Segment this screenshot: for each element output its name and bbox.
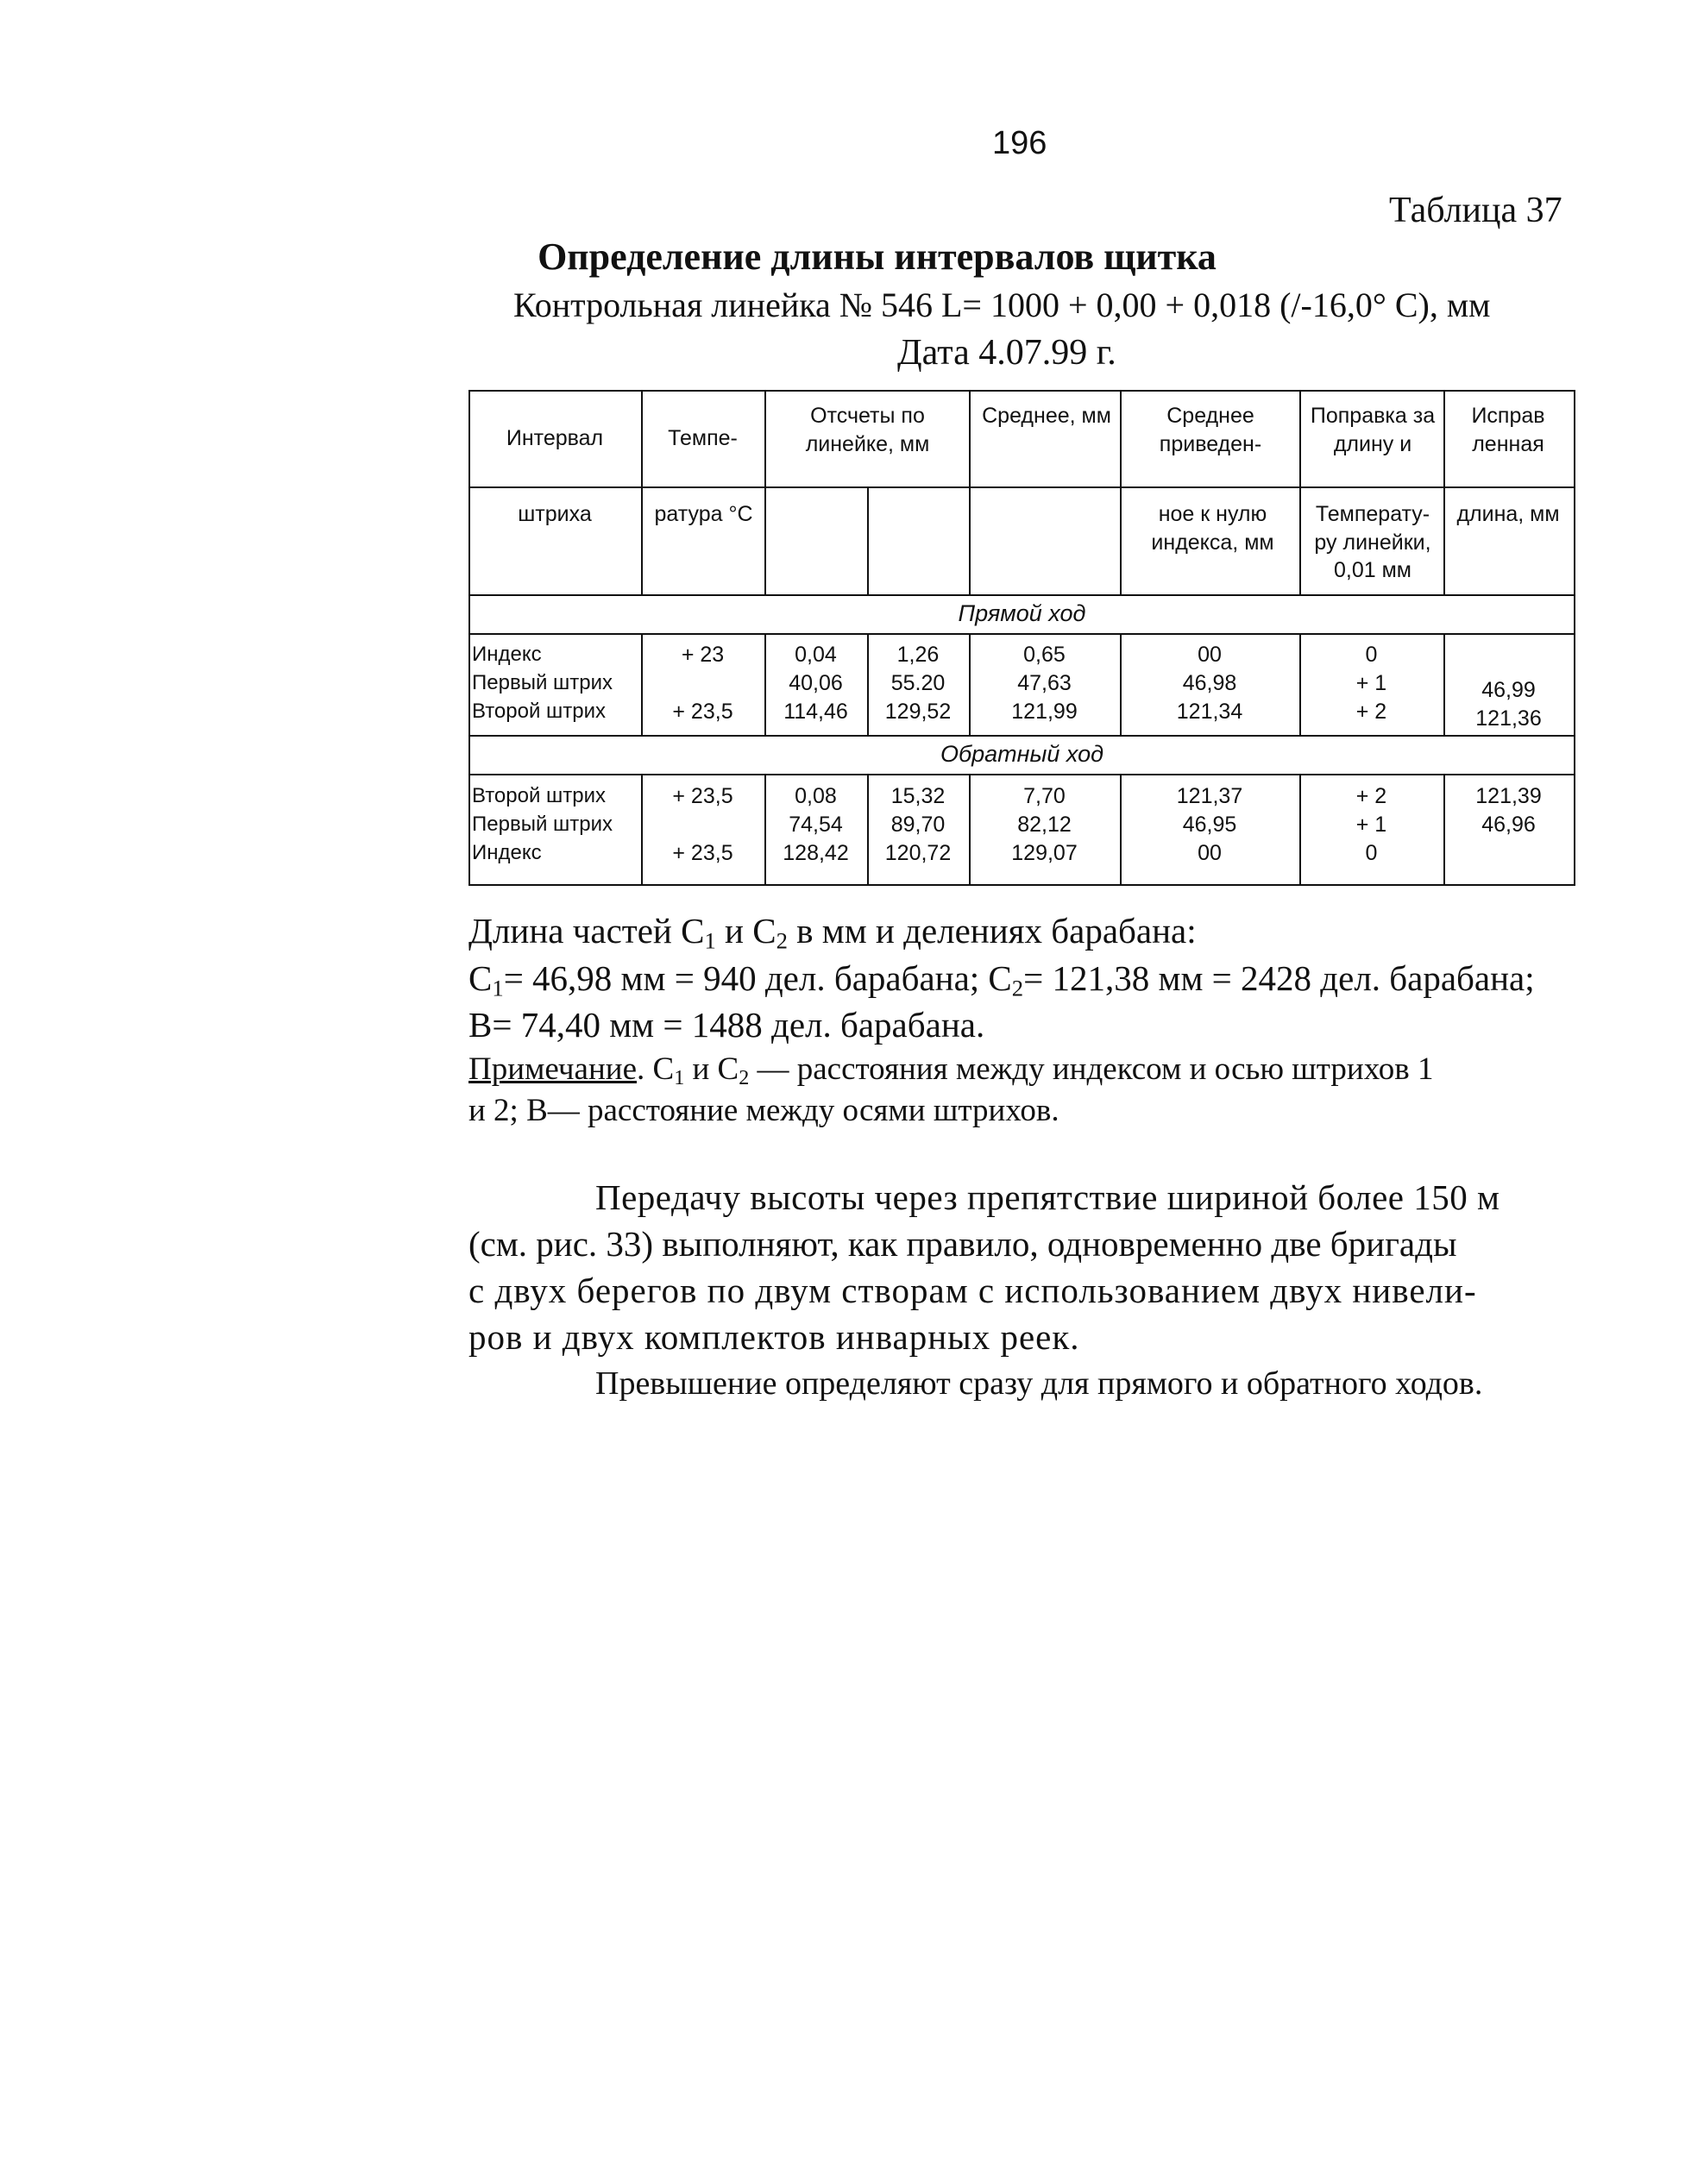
- forward-row-3-r1: 114,46: [783, 700, 848, 724]
- forward-row-3-reduced: 121,34: [1176, 700, 1243, 724]
- header-fixed-cont: длина, мм: [1456, 502, 1560, 526]
- forward-row-3-mean: 121,99: [1011, 700, 1078, 724]
- backward-row-1-corr: + 2: [1355, 784, 1387, 808]
- backward-row-3-reduced: 00: [1198, 841, 1222, 865]
- backward-row-1-temp: + 23,5: [672, 784, 733, 808]
- paragraph-2: Превышение определяют сразу для прямого и обратного ходов.: [595, 1365, 1483, 1402]
- forward-row-3-interval: Второй штрих: [472, 700, 607, 723]
- forward-row-3-corr: + 2: [1355, 700, 1387, 724]
- note-line-2: и 2; B— расстояние между осями штрихов.: [468, 1093, 1059, 1128]
- header-interval: Интервал: [506, 426, 604, 450]
- forward-row-1-corr: 0: [1365, 643, 1378, 667]
- backward-row-2-r1: 74,54: [789, 813, 843, 837]
- backward-row-3-interval: Индекс: [472, 841, 542, 864]
- forward-row-1-temp: + 23: [681, 643, 725, 667]
- note-label: Примечание: [468, 1051, 637, 1087]
- note-line-1: Примечание. $C_1$ и $C_2$ — расстояния между индексом и осью штрихов 1: [468, 1051, 1434, 1089]
- backward-row-1-r1: 0,08: [795, 784, 837, 808]
- section-forward: Прямой ход: [958, 600, 1086, 626]
- header-mean: Среднее, мм: [982, 404, 1111, 428]
- backward-row-3-r1: 128,42: [783, 841, 849, 865]
- header-interval-cont: штриха: [518, 502, 592, 526]
- forward-row-3-r2: 129,52: [884, 700, 952, 724]
- paragraph-1-line-3: с двух берегов по двум створам с использованием двух нивели-: [468, 1271, 1477, 1310]
- backward-row-3-temp: + 23,5: [672, 841, 733, 865]
- backward-row-1-interval: Второй штрих: [472, 784, 607, 807]
- backward-row-3-mean: 129,07: [1011, 841, 1078, 865]
- header-reduced-cont: ное к нулю индекса, мм: [1151, 502, 1274, 555]
- forward-row-1-interval: Индекс: [472, 643, 542, 666]
- forward-row-1-reduced: 00: [1198, 643, 1222, 667]
- header-reduced: Среднее приведен-: [1159, 404, 1262, 456]
- backward-row-1-fixed: 121,39: [1475, 784, 1542, 808]
- backward-row-3-corr: 0: [1365, 841, 1378, 865]
- backward-row-2-mean: 82,12: [1017, 813, 1072, 837]
- forward-row-1-r1: 0,04: [795, 643, 837, 667]
- backward-row-2-reduced: 46,95: [1182, 813, 1237, 837]
- header-correction: Поправка за длину и: [1310, 404, 1436, 456]
- header-fixed: Исправ ленная: [1471, 404, 1545, 456]
- backward-row-1-r2: 15,32: [890, 784, 946, 808]
- table-title: Определение длины интервалов щитка: [538, 235, 1217, 278]
- header-correction-cont: Температу-ру линейки, 0,01 мм: [1314, 502, 1431, 582]
- forward-row-1-mean: 0,65: [1023, 643, 1066, 667]
- interval-length-table: [468, 390, 1575, 886]
- backward-row-3-r2: 120,72: [884, 841, 952, 865]
- backward-row-1-reduced: 121,37: [1176, 784, 1243, 808]
- paragraph-1-line-4: ров и двух комплектов инварных реек.: [468, 1317, 1080, 1357]
- header-temp: Темпе-: [668, 426, 738, 450]
- page-number: 196: [992, 125, 1047, 161]
- lengths-line-2: $C_1= 46,98$ мм = 940 дел. барабана; $C_2= 121,38$ мм = 2428 дел. барабана;: [468, 958, 1535, 1001]
- forward-row-2-reduced: 46,98: [1182, 671, 1237, 695]
- forward-row-2-r2: 55.20: [890, 671, 946, 695]
- backward-row-2-r2: 89,70: [890, 813, 946, 837]
- forward-row-3-fixed: 121,36: [1475, 706, 1542, 731]
- paragraph-1-line-1: Передачу высоты через препятствие шириной более 150 м: [595, 1177, 1500, 1217]
- forward-row-2-corr: + 1: [1355, 671, 1387, 695]
- lengths-line-3: B= 74,40 мм = 1488 дел. барабана.: [468, 1005, 985, 1045]
- forward-row-2-fixed: 46,99: [1481, 678, 1536, 702]
- table-date: Дата 4.07.99 г.: [897, 333, 1116, 373]
- backward-row-1-mean: 7,70: [1023, 784, 1066, 808]
- forward-row-1-r2: 1,26: [896, 643, 940, 667]
- table-subtitle: Контрольная линейка № 546 L= 1000 + 0,00 + 0,018 (/-16,0° С), мм: [513, 286, 1491, 324]
- section-backward: Обратный ход: [940, 741, 1104, 767]
- backward-row-2-corr: + 1: [1355, 813, 1387, 837]
- paragraph-1-line-2: (см. рис. 33) выполняют, как правило, одновременно две бригады: [468, 1224, 1457, 1264]
- header-readings: Отсчеты по линейке, мм: [805, 404, 930, 456]
- lengths-line-1: Длина частей $C_1$ и $C_2$ в мм и делениях барабана:: [468, 911, 1197, 954]
- backward-row-2-fixed: 46,96: [1481, 813, 1536, 837]
- backward-row-2-interval: Первый штрих: [472, 813, 613, 836]
- forward-row-2-r1: 40,06: [789, 671, 843, 695]
- forward-row-2-mean: 47,63: [1017, 671, 1072, 695]
- table-label: Таблица 37: [1389, 191, 1562, 230]
- forward-row-2-interval: Первый штрих: [472, 671, 613, 694]
- forward-row-3-temp: + 23,5: [672, 700, 733, 724]
- header-temp-cont: ратура °С: [654, 502, 753, 526]
